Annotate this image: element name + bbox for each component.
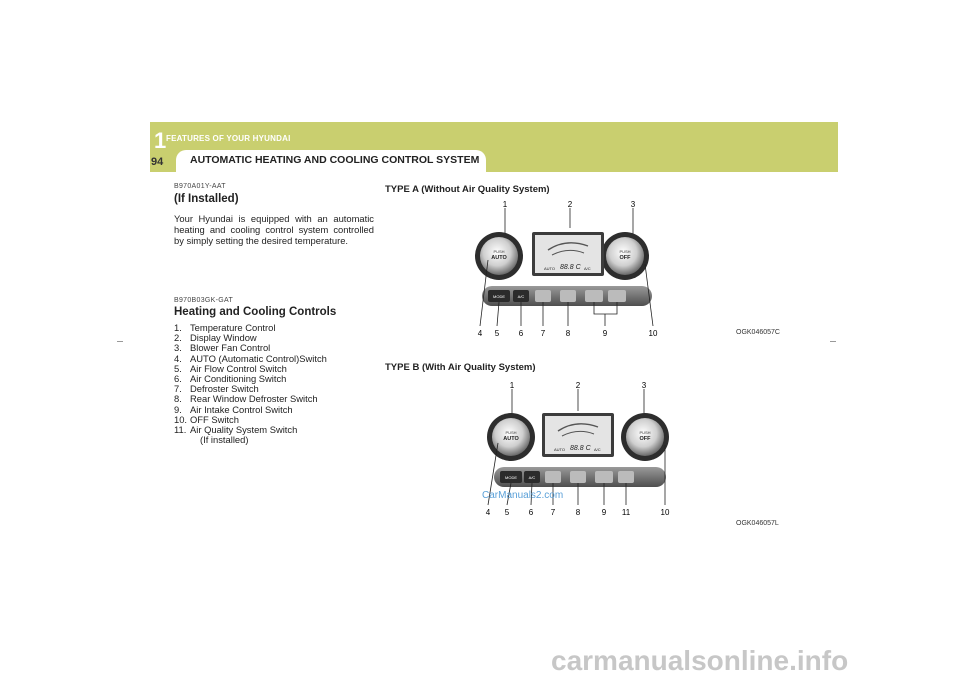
callout-label: 9 — [602, 329, 608, 338]
svg-text:MODE: MODE — [505, 475, 517, 480]
reference-code: B970A01Y-AAT — [174, 183, 226, 190]
svg-text:A/C: A/C — [584, 266, 591, 271]
carmanuals-watermark: CarManuals2.com — [482, 490, 564, 501]
svg-text:88.8 C: 88.8 C — [560, 264, 581, 271]
svg-text:AUTO: AUTO — [544, 266, 556, 271]
section-title: AUTOMATIC HEATING AND COOLING CONTROL SYSTEM — [190, 154, 480, 166]
callout-label: 1 — [502, 200, 508, 209]
figure-a-code: OGK046057C — [736, 329, 780, 336]
figure-a-diagram — [440, 198, 680, 344]
svg-text:OFF: OFF — [639, 436, 651, 442]
callout-label: 5 — [494, 329, 500, 338]
svg-text:PUSH: PUSH — [505, 430, 517, 435]
svg-text:A/C: A/C — [528, 475, 536, 480]
page-number: 94 — [151, 156, 164, 168]
callout-label: 7 — [540, 329, 546, 338]
svg-text:88.8 C: 88.8 C — [570, 445, 591, 452]
blower-knob[interactable] — [621, 413, 669, 461]
svg-text:PUSH: PUSH — [619, 249, 631, 254]
svg-text:A/C: A/C — [517, 294, 525, 299]
svg-text:MODE: MODE — [493, 294, 505, 299]
display-window — [532, 232, 604, 276]
svg-text:OFF: OFF — [619, 255, 631, 261]
list-item: 5. Air Flow Control Switch — [174, 362, 287, 374]
margin-tick-left — [117, 341, 123, 342]
controls-heading: Heating and Cooling Controls — [174, 306, 337, 318]
type-a-title: TYPE A (Without Air Quality System) — [385, 184, 550, 195]
chapter-title: FEATURES OF YOUR HYUNDAI — [166, 134, 291, 143]
controls-list — [174, 323, 374, 445]
rear-defroster-button[interactable] — [570, 471, 586, 483]
svg-text:AUTO: AUTO — [503, 436, 519, 442]
callout-label: 6 — [518, 329, 524, 338]
air-intake-button[interactable] — [595, 471, 613, 483]
svg-text:AUTO: AUTO — [554, 447, 566, 452]
svg-text:PUSH: PUSH — [493, 249, 505, 254]
recirculate-button[interactable] — [585, 290, 603, 302]
callout-label: 3 — [630, 200, 636, 209]
chapter-number: 1 — [154, 128, 167, 153]
callout-label: 1 — [509, 381, 515, 390]
callout-label: 7 — [550, 508, 556, 517]
callout-label: 10 — [648, 329, 658, 338]
list-item: 3. Blower Fan Control — [174, 342, 271, 354]
list-item: 1. Temperature Control — [174, 322, 276, 333]
if-installed-heading: (If Installed) — [174, 193, 239, 205]
blower-knob[interactable] — [601, 232, 649, 280]
list-item: 10. OFF Switch — [174, 413, 239, 425]
list-item: 9. Air Intake Control Switch — [174, 403, 293, 415]
rear-defroster-button[interactable] — [560, 290, 576, 302]
callout-label: 6 — [528, 508, 534, 517]
figure-b-code: OGK046057L — [736, 520, 779, 527]
callout-label: 2 — [575, 381, 581, 390]
margin-tick-right — [830, 341, 836, 342]
temperature-knob[interactable] — [475, 232, 523, 280]
list-item: 8. Rear Window Defroster Switch — [174, 393, 318, 405]
list-item: 7. Defroster Switch — [174, 383, 259, 395]
reference-code: B970B03GK-GAT — [174, 297, 234, 304]
intro-paragraph: Your Hyundai is equipped with an automatic heating and cooling control system controlled by simply setting the desired temperature. — [174, 213, 374, 246]
list-item: 4. AUTO (Automatic Control)Switch — [174, 352, 327, 364]
type-b-title: TYPE B (With Air Quality System) — [385, 362, 536, 373]
svg-text:AUTO: AUTO — [491, 255, 507, 261]
footer-watermark: carmanualsonline.info — [551, 645, 849, 676]
callout-label: 5 — [504, 508, 510, 517]
figure-b-diagram — [450, 377, 690, 523]
display-window — [542, 413, 614, 457]
callout-label: 4 — [485, 508, 491, 517]
air-quality-button[interactable] — [618, 471, 634, 483]
callout-label: 10 — [660, 508, 670, 517]
callout-label: 8 — [565, 329, 571, 338]
callout-label: 8 — [575, 508, 581, 517]
list-item: 2. Display Window — [174, 332, 257, 344]
button-panel — [482, 286, 652, 306]
list-item: (If installed) — [200, 434, 249, 446]
temperature-knob[interactable] — [487, 413, 535, 461]
button-panel — [494, 467, 666, 487]
svg-text:A/C: A/C — [594, 447, 601, 452]
list-item: 6. Air Conditioning Switch — [174, 373, 287, 385]
defroster-button[interactable] — [535, 290, 551, 302]
callout-label: 11 — [621, 508, 631, 517]
fresh-air-button[interactable] — [608, 290, 626, 302]
callout-label: 3 — [641, 381, 647, 390]
defroster-button[interactable] — [545, 471, 561, 483]
list-item: 11. Air Quality System Switch — [174, 424, 298, 436]
callout-label: 9 — [601, 508, 607, 517]
callout-label: 2 — [567, 200, 573, 209]
svg-text:PUSH: PUSH — [639, 430, 651, 435]
callout-label: 4 — [477, 329, 483, 338]
